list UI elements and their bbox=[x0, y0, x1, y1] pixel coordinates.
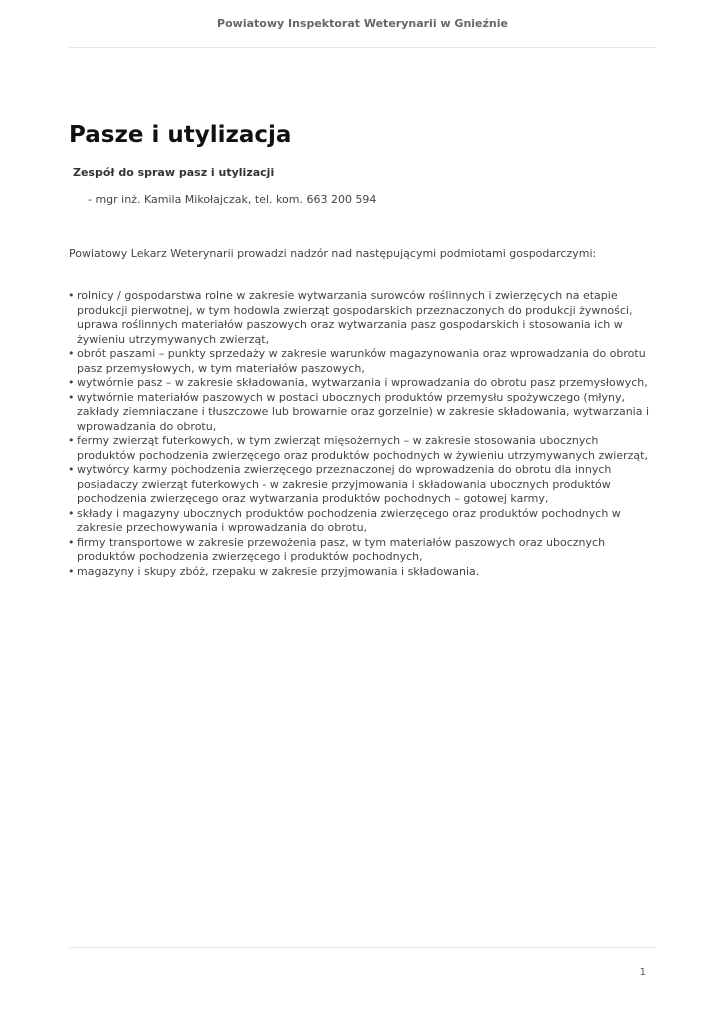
list-item-text: magazyny i skupy zbóż, rzepaku w zakresie przyjmowania i składowania. bbox=[77, 564, 480, 578]
bullet-icon: • bbox=[68, 434, 75, 447]
supervised-entities-list bbox=[69, 289, 659, 579]
team-title: Zespół do spraw pasz i utylizacji bbox=[73, 166, 275, 179]
header-divider bbox=[69, 47, 656, 48]
list-item bbox=[69, 376, 659, 391]
bullet-icon: • bbox=[68, 390, 75, 404]
list-item bbox=[69, 391, 659, 435]
list-item bbox=[69, 536, 659, 565]
list-item bbox=[69, 507, 659, 536]
list-item-text: wytwórnie pasz – w zakresie składowania, wytwarzania i wprowadzania do obrotu pasz przemysłowych, bbox=[77, 376, 648, 389]
intro-paragraph: Powiatowy Lekarz Weterynarii prowadzi nadzór nad następującymi podmiotami gospodarczymi: bbox=[69, 247, 597, 260]
list-item bbox=[69, 463, 659, 507]
footer-divider bbox=[69, 947, 656, 948]
page-number: 1 bbox=[639, 967, 646, 978]
bullet-icon: • bbox=[68, 376, 75, 389]
list-item-text: wytwórnie materiałów paszowych w postaci ubocznych produktów przemysłu spożywczego (młyny, zakłady ziemniaczane i tłuszczowe lub browarnie oraz gorzelnie) w zakresie składowania, wytwarzania i wprowadzania do obrotu, bbox=[77, 390, 650, 433]
list-item-text: obrót paszami – punkty sprzedaży w zakresie warunków magazynowania oraz wprowadzania do obrotu pasz przemysłowych, w tym materiałów paszowych, bbox=[77, 347, 646, 375]
page-header-title: Powiatowy Inspektorat Weterynarii w Gnieźnie bbox=[217, 17, 508, 30]
list-item-text: składy i magazyny ubocznych produktów pochodzenia zwierzęcego oraz produktów pochodnych w zakresie przechowywania i wprowadzania do obrotu, bbox=[77, 506, 621, 534]
contact-line: - mgr inż. Kamila Mikołajczak, tel. kom. 663 200 594 bbox=[88, 193, 377, 206]
list-item-text: firmy transportowe w zakresie przewożenia pasz, w tym materiałów paszowych oraz ubocznych produktów pochodzenia zwierzęcego i produktów pochodnych, bbox=[77, 535, 606, 563]
list-item bbox=[69, 434, 659, 463]
bullet-icon: • bbox=[68, 347, 75, 360]
list-item-text: wytwórcy karmy pochodzenia zwierzęcego przeznaczonej do wprowadzenia do obrotu dla innych posiadaczy zwierząt futerkowych - w zakresie przyjmowania i składowania ubocznych produktów pochodzenia zwierzęcego oraz wytwarzania produktów pochodnych – gotowej karmy, bbox=[77, 463, 612, 505]
list-item-text: fermy zwierząt futerkowych, w tym zwierząt mięsożernych – w zakresie stosowania ubocznych produktów pochodzenia zwierzęcego oraz produktów pochodnych w żywieniu utrzymywanych zwierząt, bbox=[77, 434, 648, 462]
bullet-icon: • bbox=[68, 463, 75, 476]
bullet-icon: • bbox=[68, 506, 75, 520]
list-item bbox=[69, 347, 659, 376]
page-title: Pasze i utylizacja bbox=[69, 122, 292, 148]
list-item bbox=[69, 289, 659, 347]
bullet-icon: • bbox=[68, 289, 75, 302]
bullet-icon: • bbox=[68, 564, 75, 578]
list-item-text: rolnicy / gospodarstwa rolne w zakresie wytwarzania surowców roślinnych i zwierzęcych na etapie produkcji pierwotnej, w tym hodowla zwierząt gospodarskich przeznaczonych do produkcji żywności, uprawa roślinnych materiałów paszowych oraz wytwarzania pasz gospodarskich i stosowania ich w żywieniu utrzymywanych zwierząt, bbox=[77, 289, 633, 346]
list-item bbox=[69, 565, 659, 580]
bullet-icon: • bbox=[68, 535, 75, 549]
main-content bbox=[69, 120, 659, 579]
